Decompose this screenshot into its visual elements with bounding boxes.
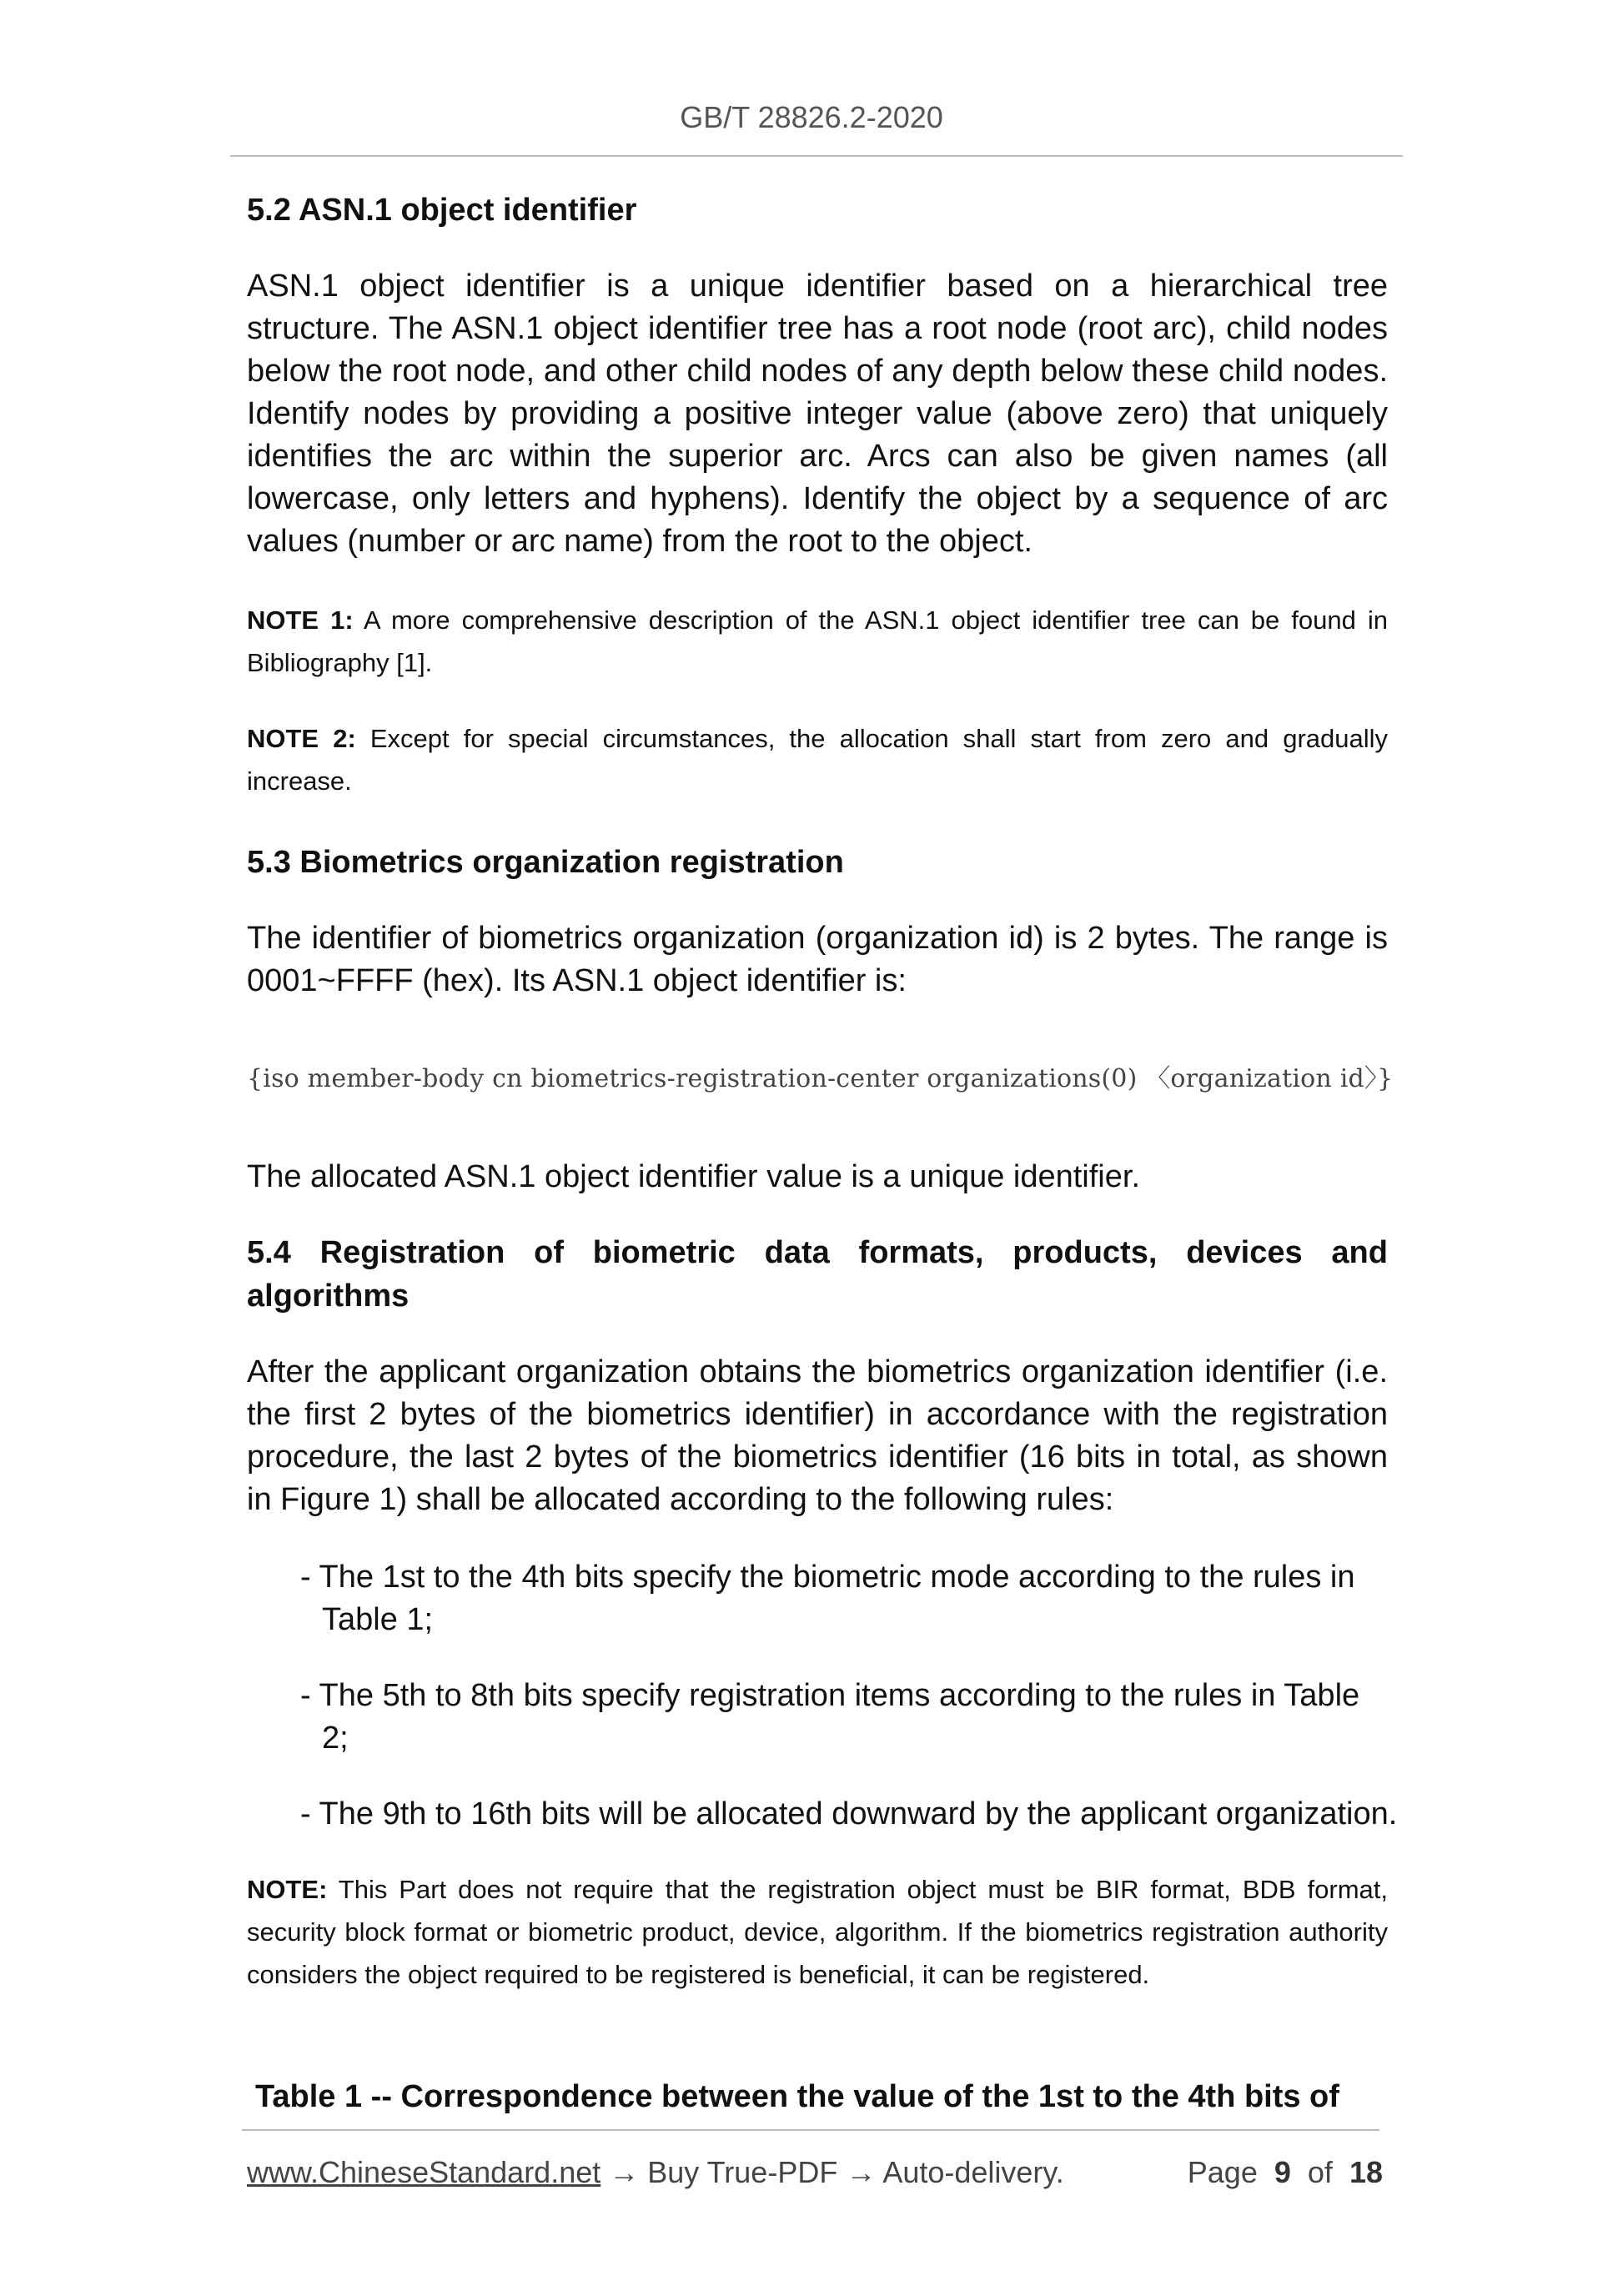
section-5-2-heading: 5.2 ASN.1 object identifier — [247, 193, 637, 228]
section-5-3-heading: 5.3 Biometrics organization registration — [247, 845, 844, 880]
note-1-label: NOTE 1: — [247, 605, 354, 635]
page-total: 18 — [1349, 2155, 1383, 2189]
rule-bullet-3: - The 9th to 16th bits will be allocated downward by the applicant organization. — [300, 1796, 1398, 1831]
of-label: of — [1307, 2155, 1333, 2189]
header-divider — [230, 155, 1403, 157]
footer-divider — [242, 2129, 1379, 2131]
section-5-4-heading: 5.4 Registration of biometric data formats, products, devices and algorithms — [247, 1235, 1388, 1314]
note-registration — [247, 1868, 1388, 1996]
rule-bullet-2: - The 5th to 8th bits specify registration items according to the rules in Table 2; — [300, 1678, 1360, 1756]
note-2-text: Except for special circumstances, the allocation shall start from zero and gradually increase. — [247, 724, 1389, 796]
document-id-header: GB/T 28826.2-2020 — [680, 100, 943, 134]
note-text: This Part does not require that the registration object must be BIR format, BDB format, security block format or biometric product, device, algorithm. If the biometrics registration authority considers the object required to be registered is beneficial, it can be registered. — [247, 1875, 1388, 1989]
footer-tagline: → Buy True-PDF → Auto-delivery. — [600, 2155, 1064, 2189]
note-1 — [247, 599, 1388, 684]
page-indicator — [1188, 2155, 1383, 2190]
rule-bullet-1: - The 1st to the 4th bits specify the biometric mode according to the rules in Table 1; — [300, 1560, 1355, 1637]
table-1-caption: Table 1 -- Correspondence between the value of the 1st to the 4th bits of — [255, 2079, 1339, 2114]
note-2-label: NOTE 2: — [247, 724, 356, 753]
section-5-3-after: The allocated ASN.1 object identifier value is a unique identifier. — [247, 1159, 1140, 1194]
section-5-4-body: After the applicant organization obtains the biometrics organization identifier (i.e. the first 2 bytes of the biometrics identifier) in accordance with the registration procedure, the last 2 bytes of the biometrics identifier (16 bits in total, as shown in Figure 1) shall be allocated according to the following rules: — [247, 1354, 1388, 1517]
section-5-2-body: ASN.1 object identifier is a unique identifier based on a hierarchical tree structure. The ASN.1 object identifier tree has a root node (root arc), child nodes below the root node, and other child nodes of any depth below these child nodes. Identify nodes by providing a positive integer value (above zero) that uniquely identifies the arc within the superior arc. Arcs can also be given names (all lowercase, only letters and hyphens). Identify the object by a sequence of arc values (number or arc name) from the root to the object. — [247, 269, 1388, 559]
asn1-object-identifier: {iso member-body cn biometrics-registration-center organizations(0) 〈organization id〉} — [247, 1064, 1394, 1093]
note-label: NOTE: — [247, 1875, 328, 1904]
note-1-text: A more comprehensive description of the ASN.1 object identifier tree can be found in Bibliography [1]. — [247, 605, 1388, 677]
page-number: 9 — [1274, 2155, 1291, 2189]
footer-promo — [247, 2155, 1064, 2190]
section-5-3-body: The identifier of biometrics organization (organization id) is 2 bytes. The range is 0001~FFFF (hex). Its ASN.1 object identifier is: — [247, 921, 1388, 998]
page-label: Page — [1187, 2155, 1258, 2189]
note-2 — [247, 717, 1388, 802]
chinesestandard-link[interactable]: www.ChineseStandard.net — [247, 2155, 601, 2189]
